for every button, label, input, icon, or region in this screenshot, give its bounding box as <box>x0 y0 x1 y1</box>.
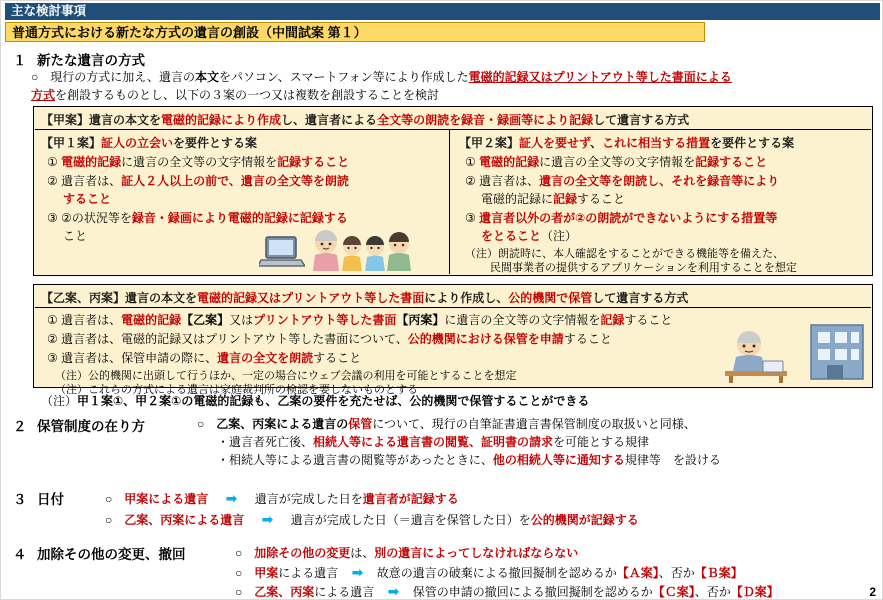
plan-a2-item-3-red1: 遺言者以外の者が②の朗読ができないようにする措置等 <box>479 211 778 225</box>
plan-a1-item-2-t1: 遺言者は、 <box>61 174 122 188</box>
sec3-r1-red: 甲案による遺言 <box>124 492 209 506</box>
lead-1-a: ○ 現行の方式に加え、遺言の <box>31 70 195 84</box>
section-4-title: 加除その他の変更、撤回 <box>37 547 186 562</box>
plan-a2-note-1: （注）朗読時に、本人確認をすることができる機能等を備えた、 <box>465 248 784 260</box>
sec4-r1-red3: 【Ｂ案】 <box>694 566 743 580</box>
plan-a2-note-2: 民間事業者の提供するアプリケーションを利用することを想定 <box>490 262 797 274</box>
plan-a1-item-1-red2: 記録すること <box>277 155 350 169</box>
sec2-l3-a: ・相続人等による遺言書の閲覧等があったときに、 <box>217 453 493 467</box>
plan-a2-item-3-num: ③ <box>465 211 476 225</box>
plan-a2-item-2-num: ② <box>465 174 476 188</box>
box-a-column-divider <box>449 129 450 274</box>
sec3-r2-b: 遺言が完成した日（＝遺言を保管した日）を <box>290 513 531 527</box>
sec4-r2-a: ○ <box>235 585 255 599</box>
plan-b-item-1 <box>47 312 672 328</box>
public-institution-building-icon <box>807 319 867 383</box>
plan-a1-item-3-cont: こと <box>63 229 88 243</box>
section-2-title: 保管制度の在り方 <box>37 419 145 434</box>
plan-a2-item-1-num: ① <box>465 155 476 169</box>
plan-a2-item-3 <box>465 210 777 226</box>
plan-b-item-2-red1: 公的機関における保管を申請 <box>407 332 564 346</box>
sec2-l1-b: 乙案、丙案による遺言の <box>216 417 349 431</box>
plan-a2-item-1-t1: に遺言の全文等の文字情報を <box>539 155 696 169</box>
box-b-head-red1: 電磁的記録又はプリントアウト等した書面 <box>197 291 425 305</box>
lead-1-c: をパソコン、スマートフォン等により作成した <box>219 70 469 84</box>
sec4-r2-c: 保管の申請の撤回による撤回擬制を認めるか <box>412 585 653 599</box>
sec2-l3-b: 規律等 を設ける <box>624 453 721 467</box>
section-1-title: 新たな遺言の方式 <box>37 53 145 68</box>
box-plan-a-heading <box>41 111 689 128</box>
sec3-r1-b: 遺言が完成した日を <box>254 492 363 506</box>
box-a-divider <box>35 129 871 130</box>
plan-a2-item-2-red1: 遺言の全文等を朗読し、それを録音等により <box>539 174 780 188</box>
section-3-number: ３ <box>13 492 27 507</box>
plan-b-item-3-t1: 遺言者は、保管申請の際に、 <box>61 351 218 365</box>
section-3-row-1 <box>105 490 459 507</box>
plan-a1-title <box>41 134 257 151</box>
box-a-head-c: し、遺言者による <box>281 113 378 127</box>
box-a-head-red2: 全文等の朗読を録音・録画等により記録 <box>377 113 594 127</box>
lead-1-b: 本文 <box>194 70 219 84</box>
sec4-l1-red: 加除その他の変更 <box>254 546 351 560</box>
box-b-head-d: して遺言する方式 <box>592 291 689 305</box>
plan-a1-item-3-t1: ②の状況等を <box>61 211 132 225</box>
lead-1-red: 電磁的記録又はプリントアウト等した書面による <box>468 70 732 84</box>
plan-b-item-1-t2: 又は <box>229 313 254 327</box>
sec2-l2-red1: 相続人等による <box>313 435 398 449</box>
plan-b-item-1-t4: すること <box>624 313 673 327</box>
sec4-r1-b: による遺言 <box>278 566 339 580</box>
plan-a1-item-2-red2: すること <box>63 192 112 206</box>
plan-b-item-1-t1: 遺言者は、 <box>61 313 122 327</box>
plan-a1-item-3-num: ③ <box>47 211 58 225</box>
plan-a2-title <box>459 134 794 151</box>
plan-a2-title-a: 【甲２案】 <box>459 136 520 150</box>
plan-a2-item-3-t1: （注） <box>541 229 578 243</box>
plan-a2-item-3-cont <box>481 228 577 244</box>
plan-a2-item-2-t1: 遺言者は、 <box>479 174 540 188</box>
sec2-l3-red: 他の相続人等に通知する <box>492 453 625 467</box>
box-b-head-c: により作成し、 <box>424 291 509 305</box>
plan-b-item-1-t3: に遺言の全文等の文字情報を <box>444 313 601 327</box>
sec4-r2-red2: 【Ｃ案】 <box>652 585 695 599</box>
plan-a1-title-b: を要件とする案 <box>173 136 258 150</box>
lead-2-red: 方式 <box>31 88 56 102</box>
sec4-r2-red3: 【Ｄ案】 <box>730 585 779 599</box>
plan-a1-item-1 <box>47 154 349 170</box>
sec2-l1-red: 保管 <box>348 417 373 431</box>
sec2-l2-b: を可能とする規律 <box>553 435 650 449</box>
box-b-head-a: 【乙案、丙案】 <box>41 291 126 305</box>
section-3-title: 日付 <box>37 492 64 507</box>
plan-a2-title-red: 証人を要せず <box>519 136 591 150</box>
plan-b-item-1-red1: 電磁的記録 <box>121 313 182 327</box>
arrow-right-icon-3: ➡ <box>351 564 364 580</box>
sec4-r1-red: 甲案 <box>254 566 279 580</box>
section-2-line-3 <box>217 452 721 468</box>
section-3-row-2 <box>105 511 639 528</box>
plan-a2-title-red2: これに相当する措置 <box>602 136 711 150</box>
box-b-head-red2: 公的機関で保管 <box>508 291 593 305</box>
plan-b-item-2-t1: 遺言者は、電磁的記録又はプリントアウト等した書面について、 <box>61 332 408 346</box>
plan-a1-item-1-num: ① <box>47 155 58 169</box>
plan-a1-item-2-num: ② <box>47 174 58 188</box>
section-1-lead-line-2 <box>31 87 439 103</box>
box-footer-note <box>41 393 589 409</box>
lead-2: を創設するものとし、以下の３案の一つ又は複数を創設することを検討 <box>55 88 440 102</box>
sec3-r2-a: ○ <box>105 513 125 527</box>
page-number: 2 <box>869 585 876 599</box>
plan-b-item-1-red2: プリントアウト等した書面 <box>253 313 397 327</box>
sec2-l2-a: ・遺言者死亡後、 <box>217 435 314 449</box>
plan-b-item-2 <box>47 331 612 347</box>
family-people-icon <box>311 229 421 275</box>
plan-a2-item-3-red2: をとること <box>481 229 542 243</box>
sec4-r1-c: 故意の遺言の破棄による撤回擬制を認めるか <box>376 566 617 580</box>
arrow-right-icon-1: ➡ <box>225 490 238 506</box>
page-title: 主な検討事項 <box>5 3 880 20</box>
footer-note-b1: 甲１案①、甲２案①の電磁的記録も、乙案の要件を充たせば、公的機関で保管することができる <box>77 394 590 408</box>
plan-b-item-2-t2: すること <box>563 332 612 346</box>
plan-a2-item-2-red2: 記録 <box>553 192 578 206</box>
plan-b-item-2-num: ② <box>47 332 58 346</box>
sec3-r2-red: 乙案、丙案による遺言 <box>124 513 245 527</box>
sec3-r1-red2: 遺言者が記録する <box>362 492 459 506</box>
sec4-l1-red2: 別の遺言によってしなければならない <box>374 546 579 560</box>
plan-a1-item-2-red1: 証人２人以上の前で、遺言の全文等を朗読 <box>121 174 349 188</box>
sec4-r1-red2: 【Ａ案】 <box>616 566 659 580</box>
elderly-man-at-desk-icon <box>719 331 793 383</box>
plan-a1-title-red: 証人の立会い <box>101 136 174 150</box>
sec4-r1-d: 、否か <box>658 566 695 580</box>
sec2-l1-c: について、現行の自筆証書遺言書保管制度の取扱いと同様、 <box>372 417 696 431</box>
plan-a1-item-2-cont <box>63 191 111 207</box>
sec4-r2-d: 、否か <box>694 585 731 599</box>
plan-b-item-3-num: ③ <box>47 351 58 365</box>
plan-b-item-3 <box>47 350 361 366</box>
section-4-row-2 <box>235 583 779 600</box>
box-a-head-red1: 電磁的記録により作成 <box>161 113 282 127</box>
box-a-head-b: 遺言の本文を <box>89 113 162 127</box>
section-1-number: １ <box>13 53 27 68</box>
plan-b-note-2: （注）これらの方式による遺言は家庭裁判所の検認を要しないものとする <box>55 384 418 396</box>
section-2-number: ２ <box>13 419 27 434</box>
plan-a2-item-1-red1: 電磁的記録 <box>479 155 540 169</box>
plan-a1-item-1-red1: 電磁的記録 <box>61 155 122 169</box>
section-4-row-1 <box>235 564 743 581</box>
plan-b-item-1-b2: 【丙案】 <box>396 313 445 327</box>
box-b-divider <box>35 307 871 308</box>
plan-a2-title-b: 、 <box>590 136 603 150</box>
plan-b-item-1-num: ① <box>47 313 58 327</box>
sec4-l1-a: ○ <box>235 546 255 560</box>
plan-a2-item-1 <box>465 154 767 170</box>
box-a-head-d: して遺言する方式 <box>593 113 690 127</box>
section-4-number: ４ <box>13 547 27 562</box>
plan-a2-item-1-red2: 記録すること <box>695 155 768 169</box>
sec4-r1-a: ○ <box>235 566 255 580</box>
sec4-l1-b: は、 <box>350 546 375 560</box>
laptop-icon <box>259 233 305 273</box>
sec4-r2-red: 乙案、丙案 <box>254 585 315 599</box>
arrow-right-icon-4: ➡ <box>387 583 400 599</box>
box-b-head-b: 遺言の本文を <box>125 291 198 305</box>
sec2-l1-a: ○ <box>197 417 217 431</box>
plan-a2-item-2-cont <box>481 191 625 207</box>
section-2-line-2 <box>217 434 649 450</box>
section-4-line-1 <box>235 545 578 561</box>
plan-b-item-1-b1: 【乙案】 <box>181 313 230 327</box>
plan-a2-item-2-t2: 電磁的記録に <box>481 192 554 206</box>
plan-a2-item-2-t3: すること <box>577 192 626 206</box>
sec4-r2-b: による遺言 <box>314 585 375 599</box>
plan-a1-item-2 <box>47 173 349 189</box>
plan-a2-title-c: を要件とする案 <box>710 136 795 150</box>
plan-b-item-3-red1: 遺言の全文を朗読 <box>217 351 314 365</box>
page-subtitle: 普通方式における新たな方式の遺言の創設（中間試案 第１） <box>5 22 705 42</box>
plan-a1-item-3 <box>47 210 348 226</box>
sec2-l2-red2: 遺言書の閲覧、証明書の請求 <box>397 435 554 449</box>
sec3-r1-a: ○ <box>105 492 125 506</box>
sec3-r2-red2: 公的機関が記録する <box>530 513 639 527</box>
plan-b-item-3-t2: すること <box>313 351 362 365</box>
section-1-lead-line-1 <box>31 69 732 85</box>
section-2-line-1 <box>197 416 696 432</box>
plan-a1-item-1-t1: に遺言の全文等の文字情報を <box>121 155 278 169</box>
plan-a2-item-2 <box>465 173 779 189</box>
box-a-head-a: 【甲案】 <box>41 113 90 127</box>
plan-a1-item-3-red1: 録音・録画により電磁的記録に記録する <box>131 211 348 225</box>
box-plan-b-heading <box>41 289 688 306</box>
footer-note-t1: （注） <box>41 394 78 408</box>
plan-b-note-1: （注）公的機関に出頭して行うほか、一定の場合にウェブ会議の利用を可能とすることを想定 <box>55 370 517 382</box>
plan-b-item-1-red3: 記録 <box>600 313 625 327</box>
plan-a1-title-a: 【甲１案】 <box>41 136 102 150</box>
arrow-right-icon-2: ➡ <box>261 511 274 527</box>
